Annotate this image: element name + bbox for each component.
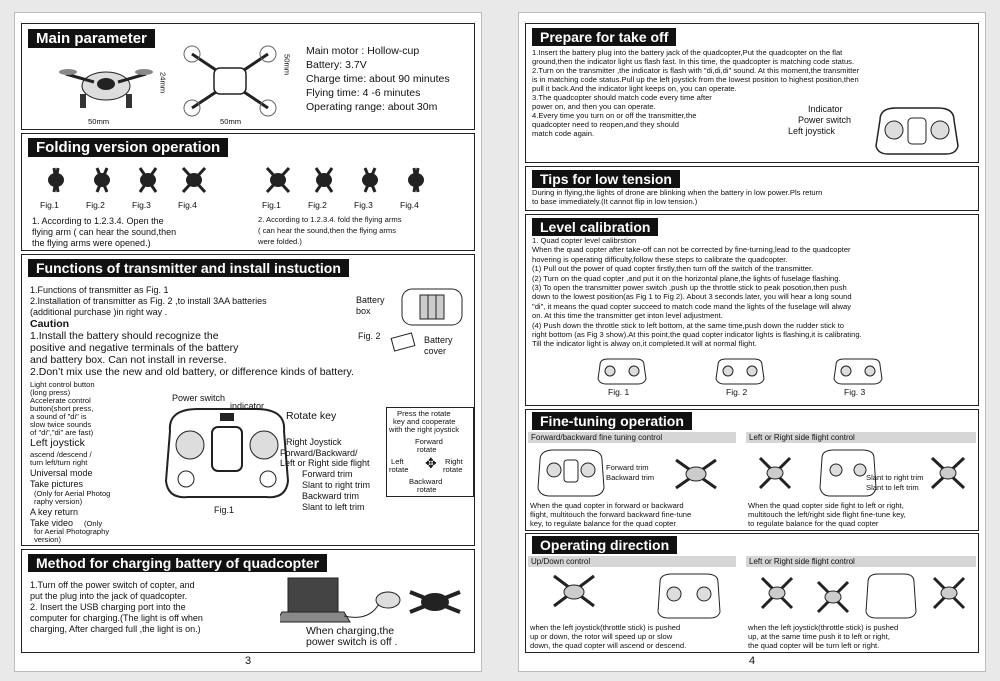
fine-left-text-1: When the quad copter in forward or backward (530, 501, 684, 510)
low-tension-section (525, 166, 979, 211)
fine-side-flight-image (752, 448, 976, 498)
level-calibration-line: down to the lowest position(as Fig 1 to Fig 2). About 3 seconds later, you will hear a long sound (532, 292, 852, 302)
battery-cover-label-2: cover (424, 346, 447, 356)
folding-section (21, 133, 475, 251)
battery-box-label-2: box (356, 306, 371, 316)
forward-rotate-label: Forward (415, 437, 443, 446)
left-rotate-label: Left (391, 457, 404, 466)
level-calibration-line: When the quad copter after take-off can not be corrected by fine-turning,lead to the quadcopter (532, 245, 851, 255)
folding-fig-label: Fig.3 (132, 200, 151, 210)
folding-fig-label: Fig.3 (354, 200, 373, 210)
caution-line-4: 2.Don’t mix use the new and old battery, or difference kinds of battery. (30, 366, 354, 378)
prepare-transmitter-image (872, 106, 962, 156)
spec-battery: Battery: 3.7V (306, 59, 367, 71)
fine-backward-trim-label: Backward trim (606, 473, 655, 482)
rotate-key-info-box (386, 407, 474, 497)
prepare-title: Prepare for take off (532, 28, 676, 46)
direction-right-text-2: up, at the same time push it to left or right, (748, 632, 890, 641)
prepare-line-9: quadcopter need to reopen,and they should (532, 120, 679, 129)
caution-line-2: positive and negative terminals of the battery (30, 342, 239, 354)
forward-rotate-label-2: rotate (417, 445, 437, 454)
direction-updown-strip: Up/Down control (528, 556, 736, 567)
folding-drone-image (258, 162, 298, 198)
dimension-depth-label: 50mm (282, 54, 292, 76)
spec-charge-time: Charge time: about 90 minutes (306, 73, 450, 85)
folding-fig-label: Fig.2 (308, 200, 327, 210)
direction-right-text-3: the quad copter will be turn left or right. (748, 641, 880, 650)
charging-line-3: 2. Insert the USB charging port into the (30, 602, 186, 612)
folding-drone-image (396, 162, 436, 198)
level-calibration-transmitter-image (832, 357, 884, 385)
accelerate-label-5: of "di","di" are fast) (30, 428, 94, 437)
folding-fig-label: Fig.4 (400, 200, 419, 210)
folding-text-open-1: 1. According to 1.2.3.4. Open the (32, 216, 164, 226)
direction-left-text-1: when the left joystick(throttle stick) is pushed (530, 623, 681, 632)
folding-text-fold-1: 2. According to 1.2.3.4. fold the flying arms (258, 215, 402, 224)
level-calibration-transmitter-image (596, 357, 648, 385)
fine-slant-right-label: Slant to right trim (866, 473, 924, 482)
fine-right-text-3: to regulate balance for the quad copter (748, 519, 879, 528)
accelerate-label-4: slow twice sounds (30, 420, 92, 429)
level-calibration-line: (3) To open the transmitter power switch ,push up the throttle stick to peak posotion,then push (532, 283, 847, 292)
page-number-left: 3 (244, 655, 252, 667)
pictures-note-1: (Only for Aerial Photog (34, 489, 111, 498)
dimension-width-label: 50mm (88, 117, 110, 126)
fine-left-text-3: key, to regulate balance for the quad copter (530, 519, 676, 528)
folding-fig-label: Fig.4 (178, 200, 197, 210)
low-tension-line-1: During in flying,the lights of drone are blinking when the battery in low power.Pls return (532, 188, 823, 197)
backward-rotate-label-2: rotate (417, 485, 437, 494)
accelerate-label-3: a sound of "di" is (30, 412, 87, 421)
drone-top-view-image (182, 44, 278, 118)
slant-left-trim-label: Slant to left trim (302, 502, 365, 512)
right-joystick-label: Right Joystick (286, 437, 342, 447)
caution-title: Caution (30, 318, 70, 330)
prepare-line-6: 3.The quadcopter should match code every time after (532, 93, 712, 102)
video-note-2: for Aerial Photography (34, 527, 110, 536)
level-calibration-line: 1. Quad copter level calibrstion (532, 236, 637, 245)
right-rotate-label: Right (445, 457, 463, 466)
level-calibration-transmitter-image (714, 357, 766, 385)
level-calibration-line: (4) Push down the throttle stick to left bottom, at the same time,push down the rudder stick to (532, 320, 844, 330)
folding-text-open-3: the flying arms were opened.) (32, 238, 151, 248)
charging-title: Method for charging battery of quadcopter (28, 554, 327, 572)
transmitter-intro-2: 2.Installation of transmitter as Fig. 2 ,to install 3AA batteries (30, 296, 267, 306)
folding-drone-image (82, 162, 122, 198)
fine-right-text-2: multitouch the left/right side flight fine-tune key, (748, 510, 906, 519)
right-joystick-desc-1: Forward/Backward/ (280, 448, 358, 458)
folding-drone-image (36, 162, 76, 198)
transmitter-front-image (158, 401, 296, 503)
folding-text-open-2: flying arm ( can hear the sound,then (32, 227, 177, 237)
folding-title: Folding version operation (28, 138, 228, 157)
folding-drone-image (174, 162, 214, 198)
folding-drone-image (350, 162, 390, 198)
level-calibration-title: Level calibration (532, 218, 658, 236)
left-joystick-label: Left joystick (30, 437, 85, 449)
fine-tuning-section (525, 409, 979, 531)
prepare-line-10: match code again. (532, 129, 595, 138)
transmitter-intro-3: (additional purchase )in right way . (30, 307, 168, 317)
fine-side-flight-strip: Left or Right side flight control (746, 432, 976, 443)
laptop-charging-image (280, 572, 470, 632)
fig2-label: Fig. 2 (358, 331, 381, 341)
folding-drone-image (304, 162, 344, 198)
spec-motor: Main motor : Hollow-cup (306, 45, 420, 57)
light-control-label-1: Light control button (30, 380, 95, 389)
folding-fig-label: Fig.1 (262, 200, 281, 210)
video-note-3: version) (34, 535, 62, 544)
level-calibration-fig-label: Fig. 3 (844, 387, 866, 397)
manual-page-right (518, 12, 986, 672)
low-tension-title: Tips for low tension (532, 170, 680, 188)
folding-text-fold-2: ( can hear the sound,then the flying arms (258, 226, 397, 235)
battery-box-label: Battery (356, 295, 385, 305)
level-calibration-line: right bottom (as Fig 3 show).At this point,the quad copter indicator lights is flashing,it is calibrating. (532, 330, 862, 339)
backward-trim-label: Backward trim (302, 491, 360, 501)
prepare-left-joystick-label: Left joystick (788, 126, 836, 136)
prepare-line-1: 1.Insert the battery plug into the battery jack of the quadcopter,Put the quadcopter on the flat (532, 48, 843, 57)
prepare-line-3: 2.Turn on the transmitter ,the indicator is flash with "di,di,di" sound. At this moment,the transmitter (532, 66, 860, 75)
direction-right-text-1: when the left joystick(throttle stick) is pushed (748, 623, 899, 632)
transmitter-back-image (400, 287, 464, 327)
prepare-indicator-label: Indicator (808, 104, 843, 114)
battery-cover-label: Battery (424, 335, 453, 345)
direction-left-text-3: down, the quad copter will ascend or descend. (530, 641, 687, 650)
ascend-label-2: turn left/turn right (30, 458, 88, 467)
light-control-label-2: (long press) (30, 388, 71, 397)
page-number-right: 4 (748, 655, 756, 667)
prepare-section (525, 23, 979, 163)
main-parameter-section (21, 23, 475, 130)
rotate-note-1: Press the rotate (397, 409, 451, 418)
fine-right-text-1: When the quad copter side fight to left or right, (748, 501, 904, 510)
power-switch-label: Power switch (172, 393, 226, 403)
prepare-line-2: ground,then the indicator light us flash fast. In this time, the quadcopter is matching code status. (532, 57, 855, 66)
video-note-1: (Only (84, 519, 103, 528)
key-return-label: A key return (30, 507, 79, 517)
left-rotate-label-2: rotate (389, 465, 409, 474)
operating-direction-title: Operating direction (532, 536, 677, 554)
fine-forward-trim-label: Forward trim (606, 463, 649, 472)
rotate-note-3: with the right joystick (389, 425, 460, 434)
slant-right-trim-label: Slant to right trim (302, 480, 371, 490)
transmitter-section (21, 254, 475, 546)
folding-drone-image (128, 162, 168, 198)
forward-trim-label: Forward trim (302, 469, 353, 479)
spec-flying-time: Flying time: 4 -6 minutes (306, 87, 421, 99)
take-video-label: Take video (30, 518, 74, 528)
direction-side-strip: Left or Right side flight control (746, 556, 976, 567)
main-parameter-title: Main parameter (28, 29, 155, 48)
prepare-line-8: 4.Every time you turn on or off the transmitter,the (532, 111, 697, 120)
charging-line-4: computer for charging.(The light is off when (30, 613, 203, 623)
level-calibration-line: (2) Turn on the quad copter ,and put it on the horizontal plane,the lights of fuselage flashing. (532, 273, 841, 283)
direction-cross-icon: ✥ (425, 455, 437, 471)
transmitter-title: Functions of transmitter and install instuction (28, 259, 349, 277)
rotate-key-label: Rotate key (286, 410, 337, 422)
rotate-note-2: key and cooperate (393, 417, 456, 426)
drone-side-view-image (58, 54, 154, 114)
level-calibration-fig-label: Fig. 2 (726, 387, 748, 397)
universal-mode-label: Universal mode (30, 468, 93, 478)
prepare-line-4: is in matching code status.Pull up the left joystick from the lowest position to highest position,then (532, 75, 859, 84)
caution-line-3: and battery box. Can not install in reverse. (30, 354, 227, 366)
charging-line-5: charging, After charged full ,the light is on.) (30, 624, 201, 634)
prepare-line-5: pull it back.And the indicator light keeps on, you can operate. (532, 84, 737, 93)
fine-forward-backward-strip: Forward/backward fine tuning control (528, 432, 736, 443)
right-rotate-label-2: rotate (443, 465, 463, 474)
battery-cover-image (391, 332, 416, 351)
transmitter-intro-1: 1.Functions of transmitter as Fig. 1 (30, 285, 169, 295)
direction-side-image (758, 572, 974, 620)
charging-section (21, 549, 475, 653)
fine-tuning-title: Fine-tuning operation (532, 412, 692, 430)
ascend-label-1: ascend /descend / (30, 450, 92, 459)
take-pictures-label: Take pictures (30, 479, 84, 489)
level-calibration-line: "di", it means the quad copter succeed to match code mand the lights of the fuselage will alway (532, 301, 852, 311)
manual-page-left (14, 12, 482, 672)
level-calibration-line: on. At this time the transmitter get inton level adjustment. (532, 311, 723, 321)
fig1-label: Fig.1 (214, 505, 235, 515)
folding-fig-label: Fig.2 (86, 200, 105, 210)
right-joystick-desc-2: Left or Right side flight (280, 458, 370, 468)
backward-rotate-label: Backward (409, 477, 443, 486)
prepare-power-switch-label: Power switch (798, 115, 852, 125)
level-calibration-fig-label: Fig. 1 (608, 387, 630, 397)
charging-line-2: put the plug into the jack of quadcopter. (30, 591, 188, 601)
charging-note-2: power switch is off . (306, 636, 398, 648)
fine-left-text-2: flight, multitouch the forward backward fine-tune (530, 510, 692, 519)
dimension-height-label: 24mm (158, 72, 168, 94)
level-calibration-section (525, 214, 979, 406)
level-calibration-line: Till the indicator light is alway on,it completed.It will at normal flight. (532, 339, 757, 349)
accelerate-label-2: button(short press, (30, 404, 94, 413)
low-tension-line-2: to base immediately.(It cannot flip in low tension.) (532, 197, 698, 206)
pictures-note-2: raphy version) (34, 497, 83, 506)
level-calibration-line: hovering is operating difficulty,follow these steps to calibrate the quadcopter. (532, 254, 788, 264)
direction-left-text-2: up or down, the rotor will speed up or slow (530, 632, 673, 641)
folding-fig-label: Fig.1 (40, 200, 59, 210)
fine-slant-left-label: Slant to left trim (866, 483, 919, 492)
indicator-label: indicator (230, 401, 265, 411)
spec-range: Operating range: about 30m (306, 101, 438, 113)
charging-line-1: 1.Turn off the power switch of copter, and (30, 580, 195, 590)
accelerate-label-1: Accelerate control (30, 396, 91, 405)
caution-line-1: 1.Install the battery should recognize the (30, 330, 219, 342)
dimension-width-label-2: 50mm (220, 117, 242, 126)
operating-direction-section (525, 533, 979, 653)
direction-updown-image (540, 572, 736, 620)
level-calibration-line: (1) Pull out the power of quad copter firstly,then turn off the switch of the transmitter. (532, 264, 814, 274)
folding-text-fold-3: were folded.) (258, 237, 302, 246)
charging-note-1: When charging,the (306, 625, 395, 637)
prepare-line-7: power on, and then you can operate. (532, 102, 656, 111)
